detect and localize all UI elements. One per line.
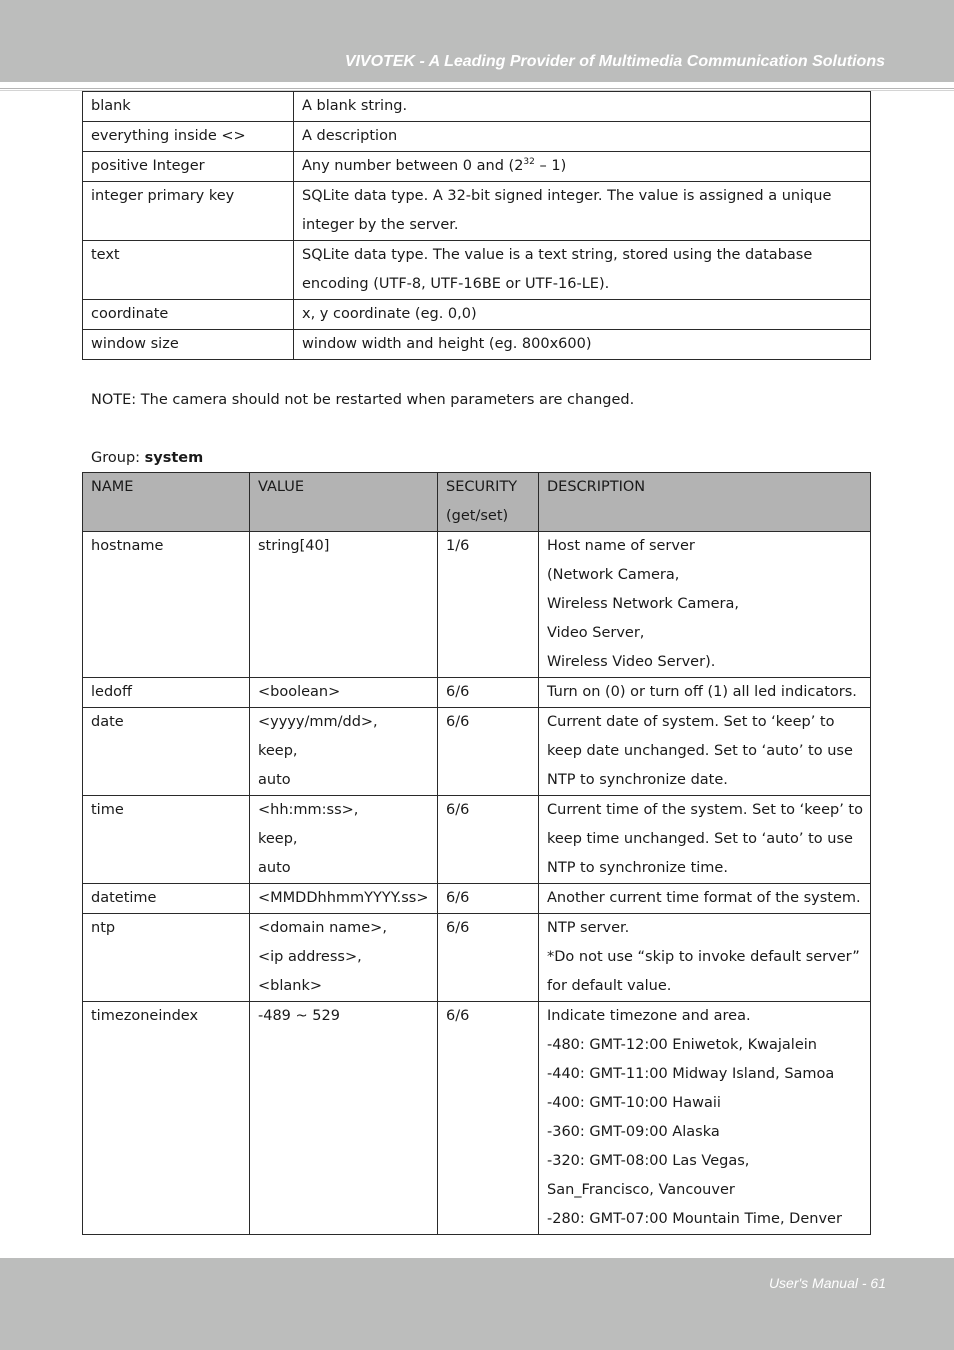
cell-line: -480: GMT-12:00 Eniwetok, Kwajalein xyxy=(547,1037,817,1053)
header-cell-description: DESCRIPTION xyxy=(539,473,871,532)
cell-line: auto xyxy=(258,860,291,876)
header-divider xyxy=(0,88,954,89)
table-row xyxy=(83,678,871,708)
cell-line: -440: GMT-11:00 Midway Island, Samoa xyxy=(547,1066,835,1082)
table-row xyxy=(83,884,871,914)
cell-line: Current time of the system. Set to ‘keep’ to xyxy=(547,802,863,818)
param-name-cell: ledoff xyxy=(83,678,250,708)
table-row xyxy=(83,92,871,122)
param-value-cell xyxy=(250,678,438,708)
cell-line: keep date unchanged. Set to ‘auto’ to use xyxy=(547,743,853,759)
table-header-row xyxy=(83,473,871,532)
param-value-cell xyxy=(250,914,438,1002)
term-cell: positive Integer xyxy=(83,152,294,182)
table-row xyxy=(83,708,871,796)
exponent: 32 xyxy=(523,157,535,167)
param-description-cell xyxy=(539,914,871,1002)
table-row xyxy=(83,914,871,1002)
param-description-cell xyxy=(539,532,871,678)
description-cell xyxy=(294,330,871,360)
cell-line: Video Server, xyxy=(547,625,645,641)
description-cell xyxy=(294,152,871,182)
cell-line: -280: GMT-07:00 Mountain Time, Denver xyxy=(547,1211,842,1227)
description-cell xyxy=(294,300,871,330)
cell-line: for default value. xyxy=(547,978,672,994)
cell-line: San_Francisco, Vancouver xyxy=(547,1182,735,1198)
cell-line: SQLite data type. The value is a text string, stored using the database xyxy=(302,247,813,263)
group-name: system xyxy=(144,450,204,466)
param-value-cell xyxy=(250,884,438,914)
cell-line: auto xyxy=(258,772,291,788)
description-cell xyxy=(294,92,871,122)
param-security-cell: 6/6 xyxy=(438,914,539,1002)
description-cell xyxy=(294,182,871,241)
cell-line: (Network Camera, xyxy=(547,567,680,583)
cell-line: -320: GMT-08:00 Las Vegas, xyxy=(547,1153,750,1169)
cell-line: NTP server. xyxy=(547,920,630,936)
param-security-cell: 1/6 xyxy=(438,532,539,678)
header-cell-security: SECURITY (get/set) xyxy=(438,473,539,532)
param-name-cell: ntp xyxy=(83,914,250,1002)
description-cell xyxy=(294,241,871,300)
table-row xyxy=(83,532,871,678)
param-security-cell: 6/6 xyxy=(438,1002,539,1235)
table-row xyxy=(83,1002,871,1235)
cell-line: <yyyy/mm/dd>, xyxy=(258,714,378,730)
cell-line: x, y coordinate (eg. 0,0) xyxy=(302,306,477,322)
param-description-cell xyxy=(539,708,871,796)
table-row xyxy=(83,182,871,241)
cell-line: -489 ~ 529 xyxy=(258,1008,340,1024)
cell-line: window width and height (eg. 800x600) xyxy=(302,336,592,352)
cell-line: SQLite data type. A 32-bit signed integer. The value is assigned a unique xyxy=(302,188,832,204)
table-row xyxy=(83,122,871,152)
param-name-cell: hostname xyxy=(83,532,250,678)
param-value-cell xyxy=(250,796,438,884)
param-description-cell xyxy=(539,1002,871,1235)
cell-line: <ip address>, xyxy=(258,949,362,965)
cell-line: Another current time format of the system. xyxy=(547,890,861,906)
cell-line: -400: GMT-10:00 Hawaii xyxy=(547,1095,721,1111)
param-security-cell: 6/6 xyxy=(438,884,539,914)
cell-line: Indicate timezone and area. xyxy=(547,1008,751,1024)
param-name-cell: time xyxy=(83,796,250,884)
cell-line: *Do not use “skip to invoke default server” xyxy=(547,949,860,965)
note-text: NOTE: The camera should not be restarted when parameters are changed. xyxy=(91,392,635,408)
table-row xyxy=(83,241,871,300)
desc-text: Any number between 0 and (2 xyxy=(302,158,524,174)
cell-line: Turn on (0) or turn off (1) all led indicators. xyxy=(547,684,857,700)
header-cell-value: VALUE xyxy=(250,473,438,532)
cell-line: integer by the server. xyxy=(302,217,459,233)
system-parameters-table xyxy=(82,472,871,1235)
cell-line: A description xyxy=(302,128,398,144)
cell-line: <MMDDhhmmYYYY.ss> xyxy=(258,890,429,906)
header-title: VIVOTEK - A Leading Provider of Multimedia Communication Solutions xyxy=(344,53,885,70)
cell-line: NTP to synchronize date. xyxy=(547,772,728,788)
param-value-cell xyxy=(250,1002,438,1235)
param-name-cell: date xyxy=(83,708,250,796)
param-description-cell xyxy=(539,678,871,708)
cell-line: keep, xyxy=(258,743,298,759)
description-cell xyxy=(294,122,871,152)
term-cell: everything inside <> xyxy=(83,122,294,152)
param-security-cell: 6/6 xyxy=(438,708,539,796)
cell-line: <domain name>, xyxy=(258,920,387,936)
cell-line: encoding (UTF-8, UTF-16BE or UTF-16-LE). xyxy=(302,276,610,292)
cell-line: keep, xyxy=(258,831,298,847)
desc-text: – 1) xyxy=(534,158,567,174)
group-heading xyxy=(91,444,203,473)
cell-line: A blank string. xyxy=(302,98,408,114)
param-security-cell: 6/6 xyxy=(438,678,539,708)
cell-line: NTP to synchronize time. xyxy=(547,860,728,876)
group-prefix: Group: xyxy=(91,450,145,466)
term-cell: blank xyxy=(83,92,294,122)
param-name-cell: datetime xyxy=(83,884,250,914)
term-cell: integer primary key xyxy=(83,182,294,241)
cell-line: Current date of system. Set to ‘keep’ to xyxy=(547,714,835,730)
table-row xyxy=(83,330,871,360)
table-row xyxy=(83,152,871,182)
footer-band xyxy=(0,1258,954,1350)
cell-line: keep time unchanged. Set to ‘auto’ to use xyxy=(547,831,853,847)
param-value-cell xyxy=(250,708,438,796)
table-row xyxy=(83,796,871,884)
cell-line: Wireless Network Camera, xyxy=(547,596,739,612)
param-value-cell xyxy=(250,532,438,678)
cell-line: -360: GMT-09:00 Alaska xyxy=(547,1124,720,1140)
table-row xyxy=(83,300,871,330)
cell-line: <boolean> xyxy=(258,684,341,700)
page-number: User's Manual - 61 xyxy=(768,1275,886,1291)
cell-line: string[40] xyxy=(258,538,330,554)
cell-line: <hh:mm:ss>, xyxy=(258,802,359,818)
term-cell: coordinate xyxy=(83,300,294,330)
cell-line: Host name of server xyxy=(547,538,695,554)
term-cell: window size xyxy=(83,330,294,360)
param-security-cell: 6/6 xyxy=(438,796,539,884)
param-description-cell xyxy=(539,796,871,884)
term-cell: text xyxy=(83,241,294,300)
header-cell-name: NAME xyxy=(83,473,250,532)
param-name-cell: timezoneindex xyxy=(83,1002,250,1235)
data-type-table xyxy=(82,91,871,360)
cell-line: Wireless Video Server). xyxy=(547,654,716,670)
param-description-cell xyxy=(539,884,871,914)
cell-line: <blank> xyxy=(258,978,323,994)
